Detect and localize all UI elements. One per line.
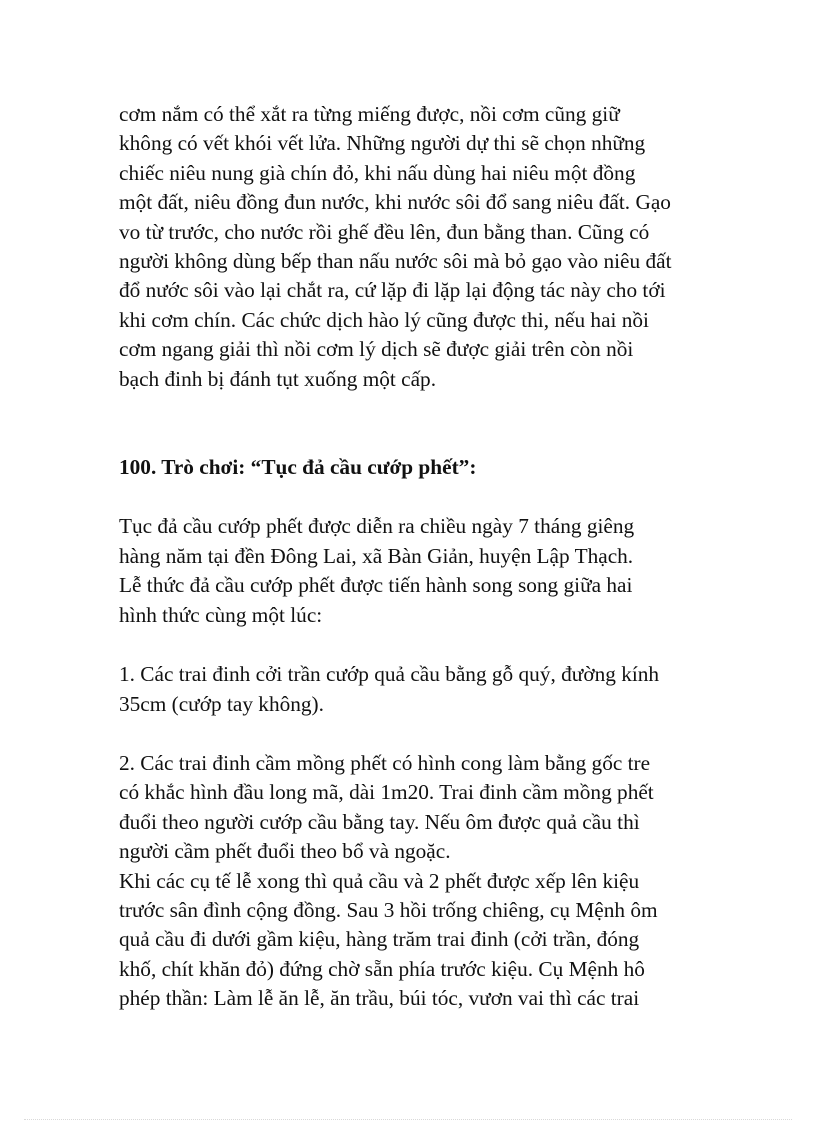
text-line: trước sân đình cộng đồng. Sau 3 hồi trống chiêng, cụ Mệnh ôm	[119, 897, 658, 922]
text-line: quả cầu đi dưới gầm kiệu, hàng trăm trai đinh (cởi trần, đóng	[119, 927, 640, 952]
text-line: bạch đinh bị đánh tụt xuống một cấp.	[119, 366, 437, 391]
text-line: 1. Các trai đinh cởi trần cướp quả cầu bằng gỗ quý, đường kính	[119, 662, 660, 687]
text-line: Lễ thức đả cầu cướp phết được tiến hành song song giữa hai	[119, 573, 633, 598]
spacer	[119, 394, 759, 453]
text-line: Khi các cụ tế lễ xong thì quả cầu và 2 phết được xếp lên kiệu	[119, 868, 640, 893]
spacer	[119, 482, 759, 512]
text-line: khố, chít khăn đỏ) đứng chờ sẵn phía trước kiệu. Cụ Mệnh hô	[119, 956, 645, 981]
text-line: có khắc hình đầu long mã, dài 1m20. Trai đinh cầm mồng phết	[119, 780, 654, 805]
text-line: 35cm (cướp tay không).	[119, 691, 324, 716]
text-line: không có vết khói vết lửa. Những người dự thi sẽ chọn những	[119, 131, 646, 156]
page-bottom-divider	[24, 1119, 792, 1120]
text-line: đổ nước sôi vào lại chắt ra, cứ lặp đi lặp lại động tác này cho tới	[119, 278, 666, 303]
text-line: cơm ngang giải thì nồi cơm lý dịch sẽ được giải trên còn nồi	[119, 337, 634, 362]
spacer	[119, 630, 759, 660]
intro-paragraph	[119, 100, 759, 394]
document-page	[119, 100, 759, 1014]
text-line: hình thức cùng một lúc:	[119, 602, 323, 627]
text-line: người cầm phết đuổi theo bổ và ngoặc.	[119, 839, 451, 864]
text-line: khi cơm chín. Các chức dịch hào lý cũng được thi, nếu hai nồi	[119, 307, 649, 332]
list-item-2	[119, 749, 759, 1014]
text-line: đuổi theo người cướp cầu bằng tay. Nếu ôm được quả cầu thì	[119, 809, 640, 834]
text-line: chiếc niêu nung già chín đỏ, khi nấu dùng hai niêu một đồng	[119, 160, 636, 185]
text-line: Tục đả cầu cướp phết được diễn ra chiều ngày 7 tháng giêng	[119, 514, 635, 539]
list-item-1	[119, 660, 759, 719]
text-line: hàng năm tại đền Đông Lai, xã Bàn Giản, huyện Lập Thạch.	[119, 543, 634, 568]
section-heading: 100. Trò chơi: “Tục đả cầu cướp phết”:	[119, 455, 477, 480]
text-line: một đất, niêu đồng đun nước, khi nước sôi đổ sang niêu đất. Gạo	[119, 190, 671, 215]
text-line: 2. Các trai đinh cầm mồng phết có hình cong làm bằng gốc tre	[119, 750, 651, 775]
section-intro-paragraph	[119, 512, 759, 630]
spacer	[119, 719, 759, 749]
text-line: phép thần: Làm lễ ăn lễ, ăn trầu, búi tóc, vươn vai thì các trai	[119, 986, 640, 1011]
text-line: vo từ trước, cho nước rồi ghế đều lên, đun bằng than. Cũng có	[119, 219, 650, 244]
text-line: cơm nắm có thể xắt ra từng miếng được, nồi cơm cũng giữ	[119, 102, 620, 126]
text-line: người không dùng bếp than nấu nước sôi mà bỏ gạo vào niêu đất	[119, 249, 672, 274]
